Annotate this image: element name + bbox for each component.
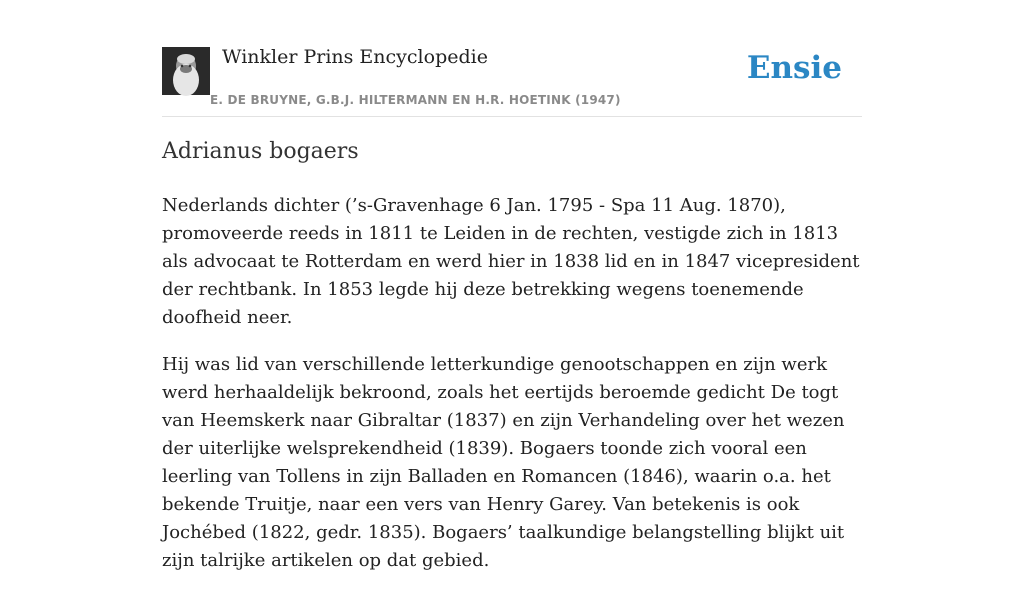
site-header	[162, 40, 862, 117]
ensie-logo[interactable]: Ensie	[746, 50, 842, 86]
article-paragraph-1: Nederlands dichter (’s-Gravenhage 6 Jan. 1795 - Spa 11 Aug. 1870), promoveerde reeds in 1811 te Leiden in de rechten, vestigde zich in 1813 als advocaat te Rotterdam en werd hier in 1838 lid en in 1847 vicepresident der rechtbank. In 1853 legde hij deze betrekking wegens toenemende doofheid neer.	[162, 195, 860, 328]
article-paragraph-2: Hij was lid van verschillende letterkundige genootschappen en zijn werk werd herhaaldelijk bekroond, zoals het eertijds beroemde gedicht De togt van Heemskerk naar Gibraltar (1837) en zijn Verhandeling over het wezen der uiterlijke welsprekendheid (1839). Bogaers toonde zich vooral een leerling van Tollens in zijn Balladen en Romancen (1846), waarin o.a. het bekende Truitje, naar een vers van Henry Garey. Van betekenis is ook Jochébed (1822, gedr. 1835). Bogaers’ taalkundige belangstelling blijkt uit zijn talrijke artikelen op dat gebied.	[162, 354, 845, 571]
article-title: Adrianus bogaers	[162, 139, 359, 164]
authors-line: E. DE BRUYNE, G.B.J. HILTERMANN EN H.R. HOETINK (1947)	[210, 93, 621, 107]
article-body	[162, 192, 862, 594]
site-title[interactable]: Winkler Prins Encyclopedie	[222, 46, 488, 68]
author-avatar-icon	[162, 47, 210, 95]
